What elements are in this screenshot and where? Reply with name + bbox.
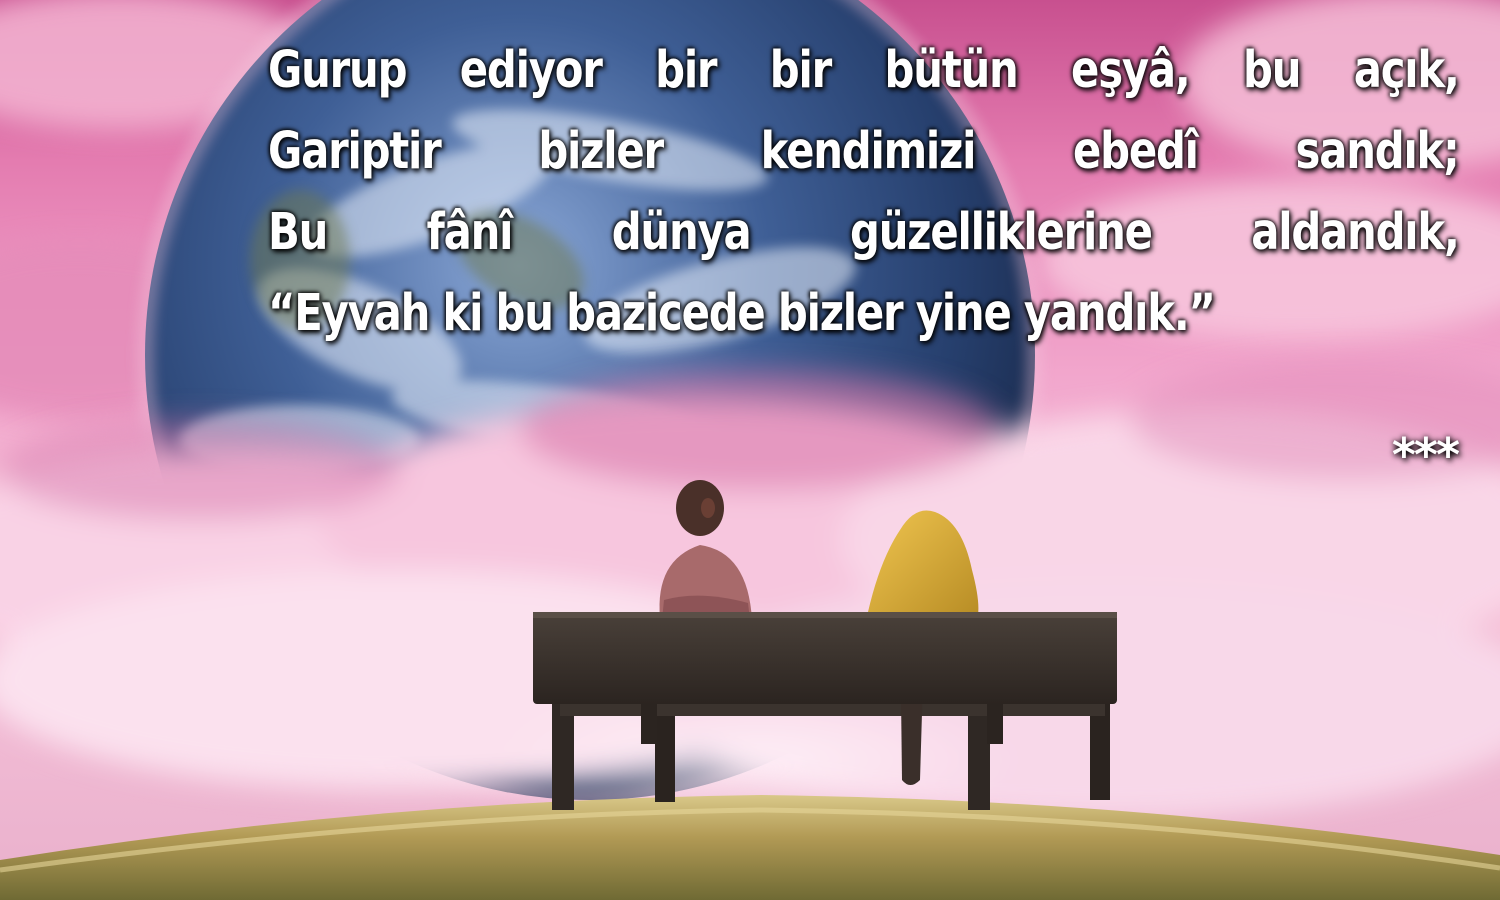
grassy-hill [0,795,1500,900]
poem-line-3: Bu fânî dünya güzelliklerine aldandık, [268,203,1459,262]
poem-line-1: Gurup ediyor bir bir bütün eşyâ, bu açık, [268,41,1459,100]
poem-line-4: “Eyvah ki bu bazicede bizler yine yandık.” [268,284,1215,343]
poem-separator: *** [1391,428,1458,482]
poem-line-2: Gariptir bizler kendimizi ebedî sandık; [268,122,1459,181]
lower-clouds [0,360,1500,830]
poem-text [268,30,1459,354]
